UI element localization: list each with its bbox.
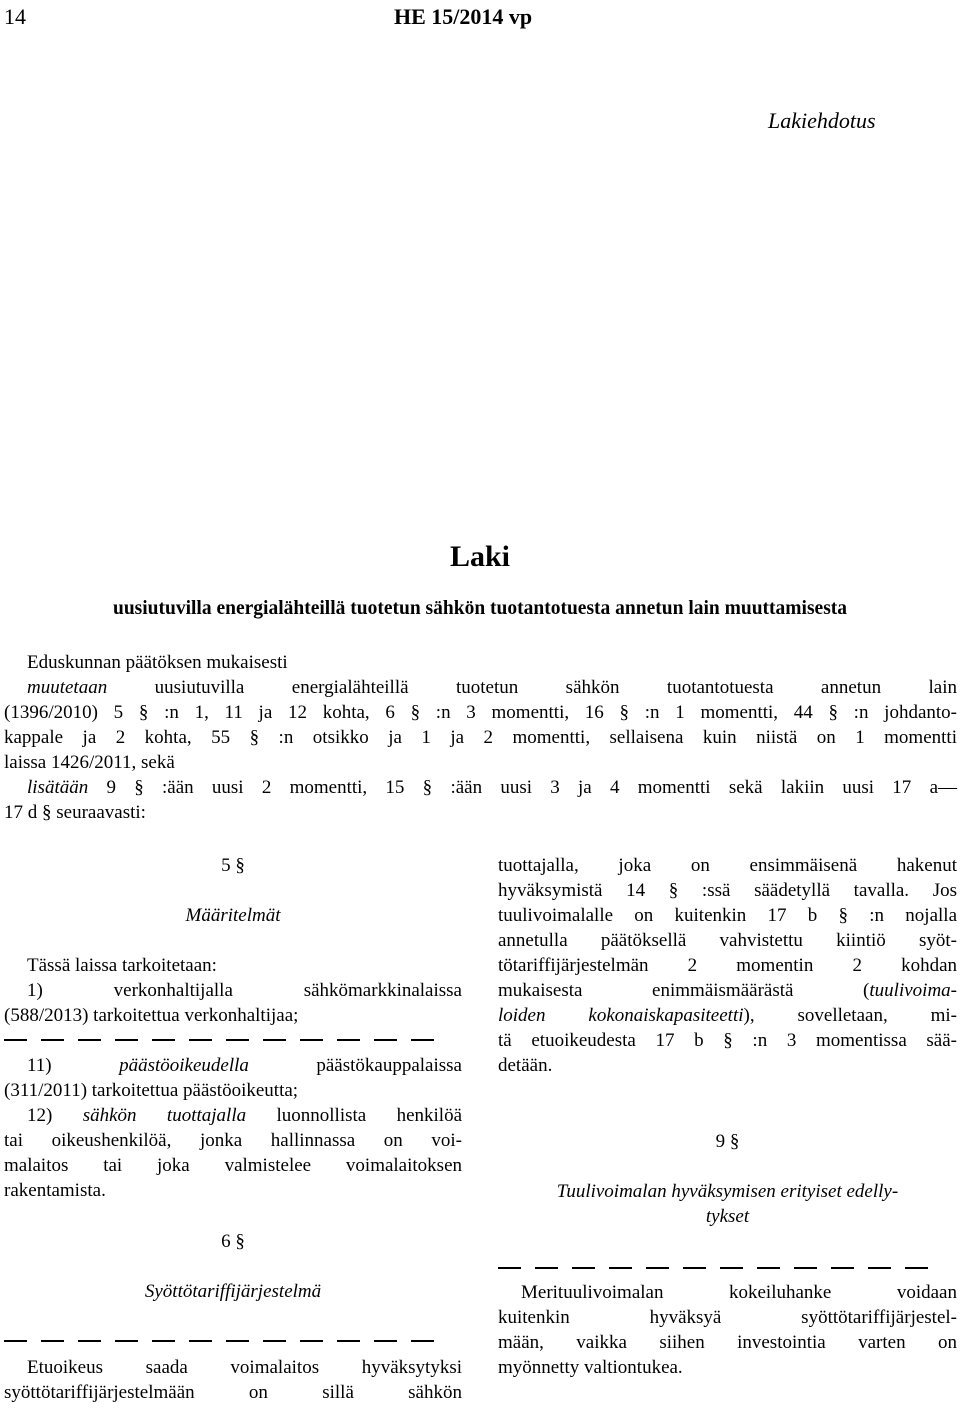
section-5-text: Tässä laissa tarkoitetaan: <box>27 955 217 976</box>
section-5-item-12: malaitos tai joka valmistelee voimalaitoksen <box>4 1155 462 1176</box>
section-5-item-11: 11) päästöoikeudella päästökauppalaissa <box>27 1055 462 1076</box>
intro-line: laissa 1426/2011, sekä <box>4 752 175 773</box>
section-5-heading: Määritelmät <box>185 905 281 926</box>
section-5-item-12: rakentamista. <box>4 1180 106 1201</box>
add-keyword: lisätään <box>27 777 89 798</box>
section-6-continued: mukaisesta enimmäismäärästä (tuulivoima- <box>498 980 957 1001</box>
section-6-continued: tötariffijärjestelmän 2 momentin 2 kohdan <box>498 955 957 976</box>
proposal-label: Lakiehdotus <box>768 108 876 133</box>
section-5-number: 5 § <box>221 855 245 876</box>
section-6-number: 6 § <box>221 1231 245 1252</box>
section-9-text: mään, vaikka siihen investointia varten on <box>498 1332 957 1353</box>
intro-line: muutetaan uusiutuvilla energialähteillä tuotetun sähkön tuotantotuesta annetun lain <box>27 677 957 698</box>
document-id: HE 15/2014 vp <box>394 4 533 29</box>
section-6-heading: Syöttötariffijärjestelmä <box>144 1281 322 1302</box>
section-9-heading: tykset <box>705 1206 750 1227</box>
section-9-text: myönnetty valtiontukea. <box>498 1357 683 1378</box>
section-6-text: Etuoikeus saada voimalaitos hyväksytyksi <box>27 1357 462 1378</box>
section-5-item-12: tai oikeushenkilöä, jonka hallinnassa on voi- <box>4 1130 462 1151</box>
section-5-item-12: 12) sähkön tuottajalla luonnollista henkilöä <box>27 1105 463 1126</box>
section-6-continued: detään. <box>498 1055 553 1076</box>
section-6-continued: annetulla päätöksellä vahvistettu kiintiö syöt- <box>498 930 957 951</box>
amend-keyword: muutetaan <box>27 677 108 698</box>
section-6-continued: loiden kokonaiskapasiteetti), sovelletaan, mi- <box>498 1005 957 1026</box>
intro-line: (1396/2010) 5 § :n 1, 11 ja 12 kohta, 6 § :n 3 momentti, 16 § :n 1 momentti, 44 § :n johdanto- <box>4 702 957 723</box>
section-9-text: Merituulivoimalan kokeiluhanke voidaan <box>521 1282 957 1303</box>
section-5-text: 1) verkonhaltijalla sähkömarkkinalaissa <box>27 980 462 1001</box>
intro-line: kappale ja 2 kohta, 55 § :n otsikko ja 1 ja 2 momentti, sellaisena kuin niistä on 1 momentti <box>4 727 957 748</box>
section-5-text: (588/2013) tarkoitettua verkonhaltijaa; <box>4 1005 299 1026</box>
section-9-text: kuitenkin hyväksyä syöttötariffijärjestel- <box>498 1307 957 1328</box>
section-6-text: syöttötariffijärjestelmään on sillä sähkön <box>4 1382 462 1403</box>
section-6-continued: tuottajalla, joka on ensimmäisenä hakenut <box>498 855 957 876</box>
law-title: Laki <box>449 540 511 573</box>
law-subtitle: uusiutuvilla energialähteillä tuotetun sähkön tuotantotuesta annetun lain muuttamisesta <box>112 598 848 619</box>
intro-line: Eduskunnan päätöksen mukaisesti <box>27 652 288 673</box>
page-number: 14 <box>4 4 26 29</box>
section-6-continued: tä etuoikeudesta 17 b § :n 3 momentissa sää- <box>498 1030 957 1051</box>
intro-line: lisätään 9 § :ään uusi 2 momentti, 15 § :ään uusi 3 ja 4 momentti sekä lakiin uusi 17 a— <box>27 777 957 798</box>
section-5-item-11: (311/2011) tarkoitettua päästöoikeutta; <box>4 1080 299 1101</box>
intro-line: 17 d § seuraavasti: <box>4 802 146 823</box>
section-6-continued: hyväksymistä 14 § :ssä säädetyllä tavalla. Jos <box>498 880 957 901</box>
section-9-heading: Tuulivoimalan hyväksymisen erityiset edelly- <box>556 1181 899 1202</box>
section-9-number: 9 § <box>715 1131 740 1152</box>
section-6-continued: tuulivoimalalle on kuitenkin 17 b § :n nojalla <box>498 905 957 926</box>
